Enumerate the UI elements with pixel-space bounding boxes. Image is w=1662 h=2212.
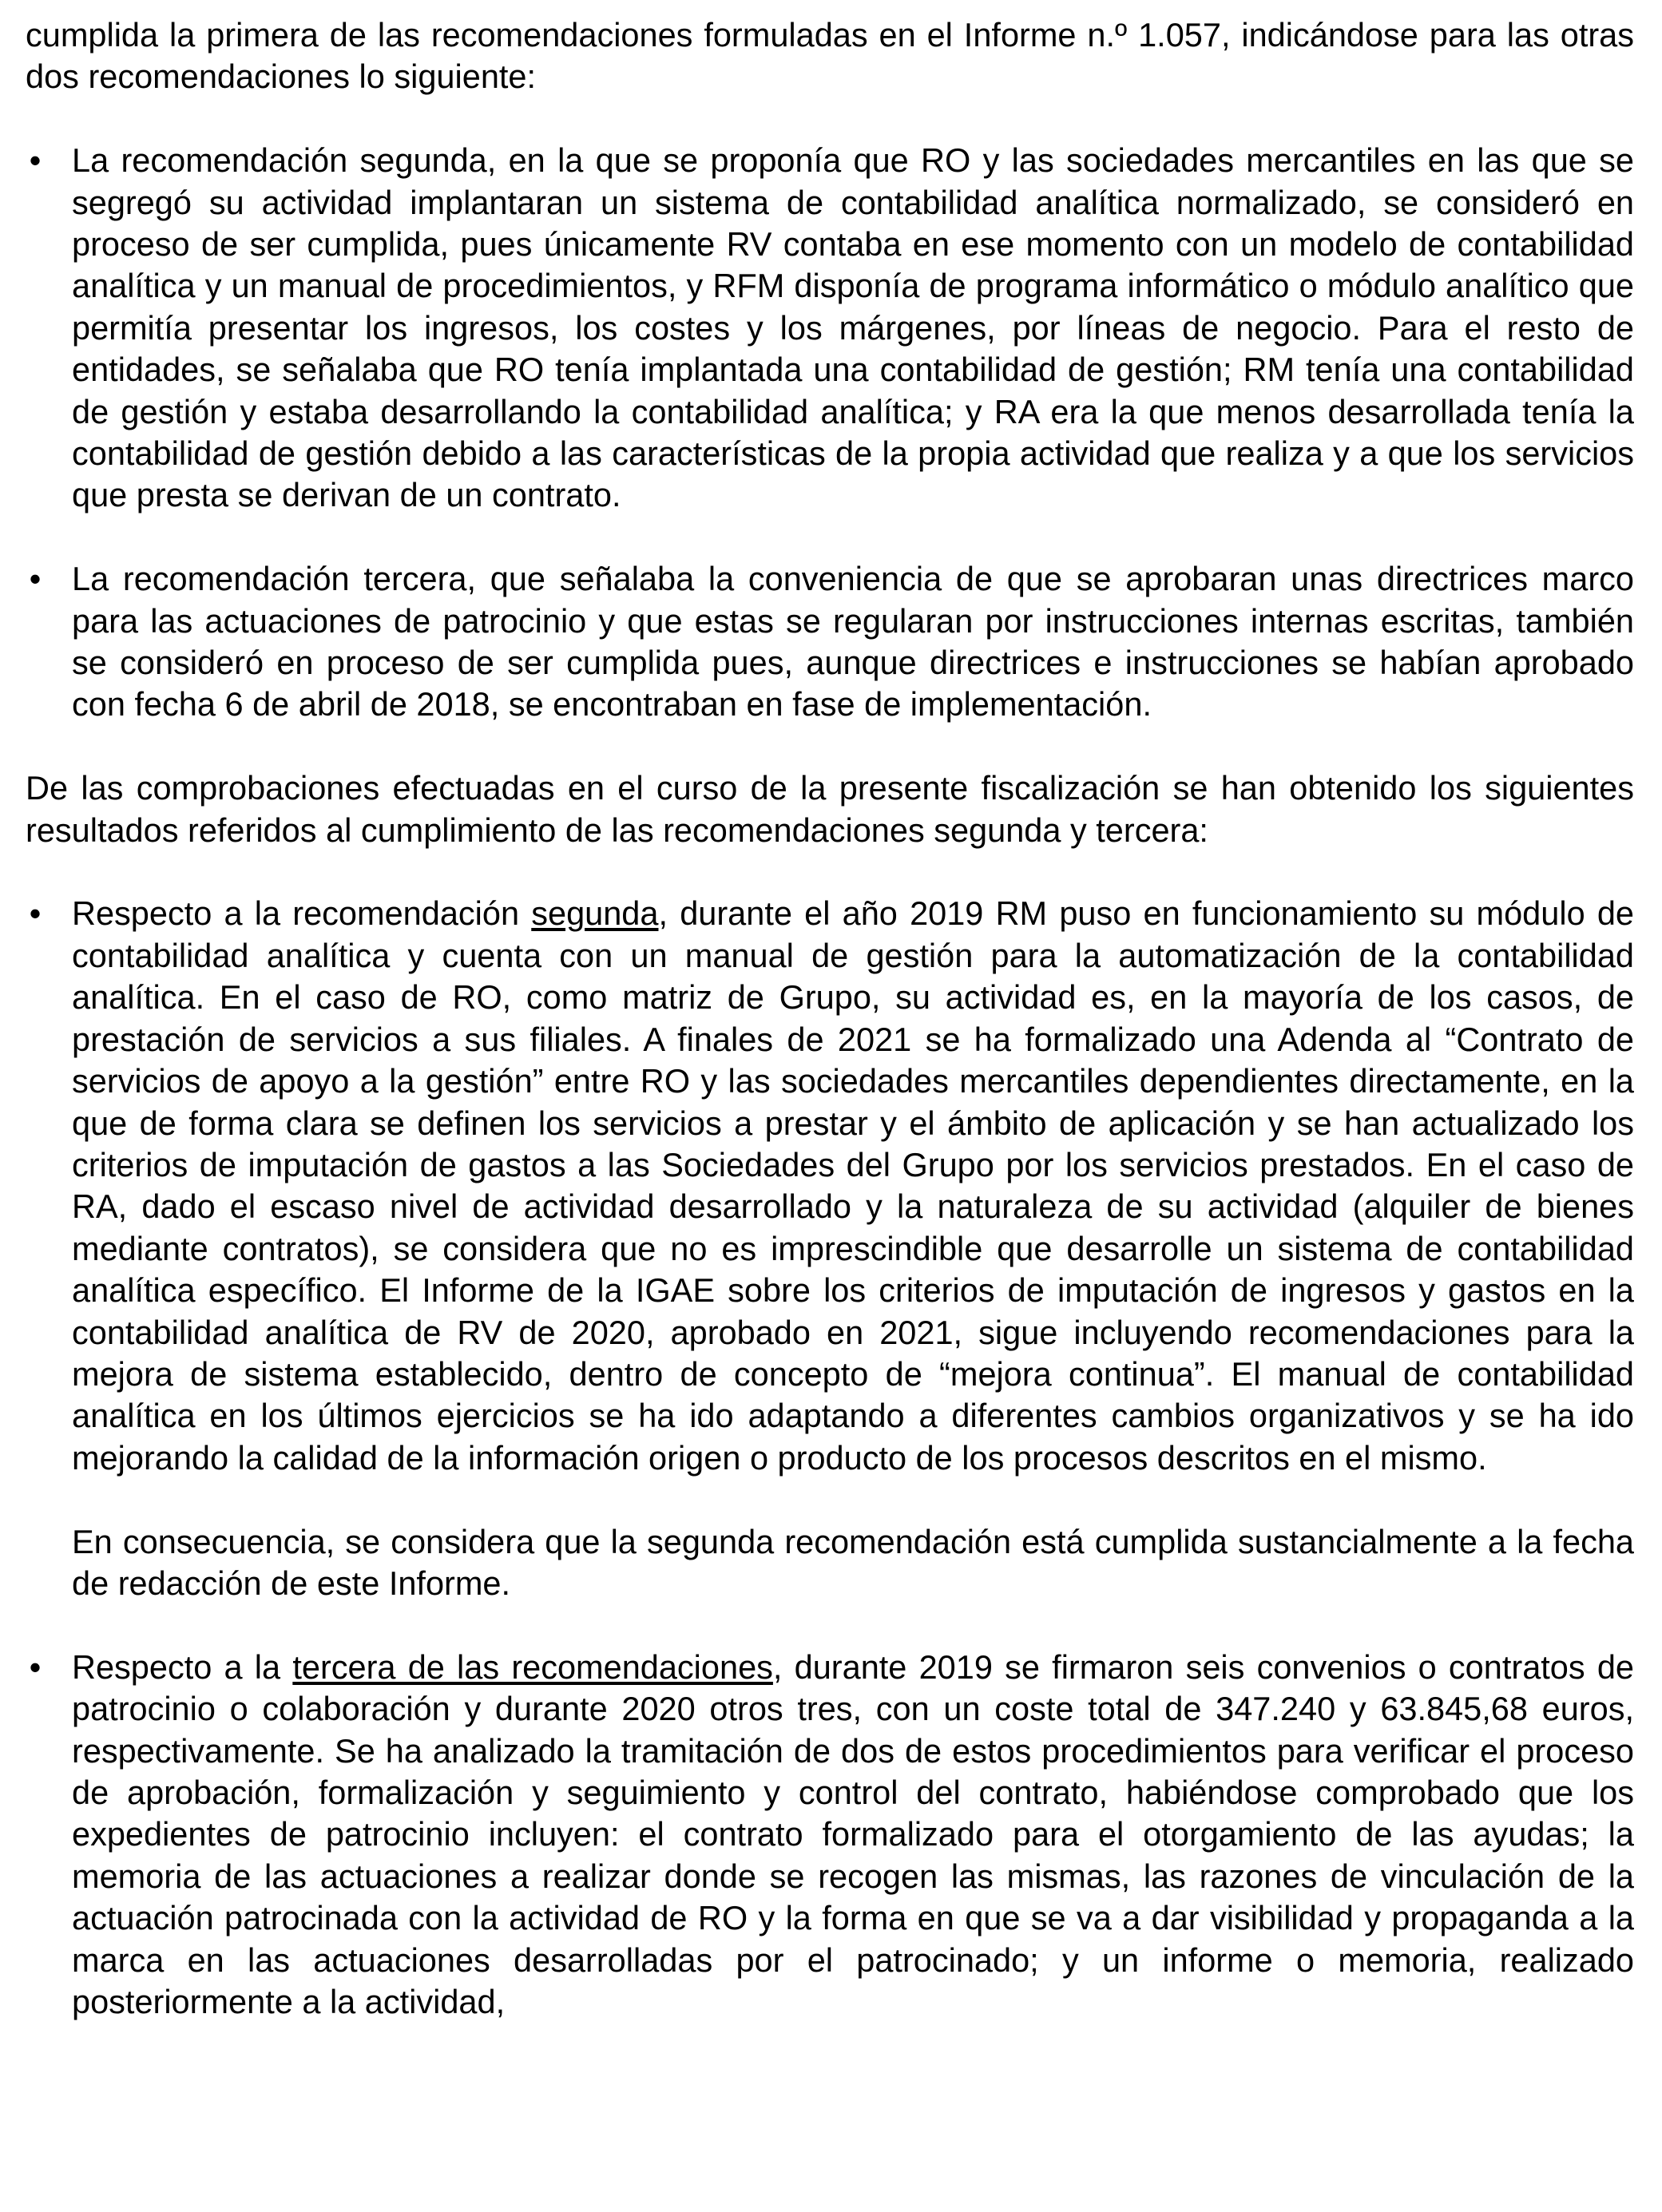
bullet-icon: •	[29, 1647, 42, 1686]
results-paragraph: De las comprobaciones efectuadas en el curso de la presente fiscalización se han obtenido los siguientes resultados referidos al cumplimiento de las recomendaciones segunda y tercera:	[26, 769, 1634, 849]
list-item-text: La recomendación tercera, que señalaba la conveniencia de que se aprobaran unas directrices marco para las actuaciones de patrocinio y que estas se regularan por instrucciones internas escritas, también se consideró en proceso de ser cumplida pues, aunque directrices e instrucciones se habían aprobado con fecha 6 de abril de 2018, se encontraban en fase de implementación.	[72, 560, 1634, 723]
list-item-text: Respecto a la recomendación	[72, 894, 532, 933]
intro-paragraph: cumplida la primera de las recomendaciones formuladas en el Informe n.º 1.057, indicándose para las otras dos recomendaciones lo siguiente:	[26, 16, 1634, 96]
consequence-paragraph: En consecuencia, se considera que la segunda recomendación está cumplida sustancialmente a la fecha de redacción de este Informe.	[72, 1522, 1634, 1602]
bullet-icon: •	[29, 560, 42, 598]
bullet-icon: •	[29, 894, 42, 933]
underlined-term: segunda	[531, 894, 659, 933]
list-item	[29, 893, 1634, 1479]
list-item-text: La recomendación segunda, en la que se proponía que RO y las sociedades mercantiles en las que se segregó su actividad implantaran un sistema de contabilidad analítica normalizado, se consideró en proceso de ser cumplida, pues únicamente RV contaba en ese momento con un modelo de contabilidad analítica y un manual de procedimientos, y RFM disponía de programa informático o módulo analítico que permitía presentar los ingresos, los costes y los márgenes, por líneas de negocio. Para el resto de entidades, se señalaba que RO tenía implantada una contabilidad de gestión; RM tenía una contabilidad de gestión y estaba desarrollando la contabilidad analítica; y RA era la que menos desarrollada tenía la contabilidad de gestión debido a las características de la propia actividad que realiza y a que los servicios que presta se derivan de un contrato.	[72, 141, 1634, 514]
document-page	[26, 14, 1634, 2023]
list-item-text: , durante 2019 se firmaron seis convenios o contratos de patrocinio o colaboración y durante 2020 otros tres, con un coste total de 347.240 y 63.845,68 euros, respectivamente. Se ha analizado la tramitación de dos de estos procedimientos para verificar el proceso de aprobación, formalización y seguimiento y control del contrato, habiéndose comprobado que los expedientes de patrocinio incluyen: el contrato formalizado para el otorgamiento de las ayudas; la memoria de las actuaciones a realizar donde se recogen las mismas, las razones de vinculación de la actuación patrocinada con la actividad de RO y la forma en que se va a dar visibilidad y propaganda a la marca en las actuaciones desarrolladas por el patrocinado; y un informe o memoria, realizado posteriormente a la actividad,	[72, 1647, 1634, 2020]
list-item-text: Respecto a la	[72, 1647, 293, 1686]
bullet-icon: •	[29, 141, 42, 180]
underlined-term: tercera de las recomendaciones	[292, 1647, 773, 1686]
list-item	[29, 1647, 1634, 2024]
list-item	[29, 140, 1634, 517]
list-item	[29, 558, 1634, 726]
list-item-text: , durante el año 2019 RM puso en funcionamiento su módulo de contabilidad analítica y cuenta con un manual de gestión para la automatización de la contabilidad analítica. En el caso de RO, como matriz de Grupo, su actividad es, en la mayoría de los casos, de prestación de servicios a sus filiales. A finales de 2021 se ha formalizado una Adenda al “Contrato de servicios de apoyo a la gestión” entre RO y las sociedades mercantiles dependientes directamente, en la que de forma clara se definen los servicios a prestar y el ámbito de aplicación y se han actualizado los criterios de imputación de gastos a las Sociedades del Grupo por los servicios prestados. En el caso de RA, dado el escaso nivel de actividad desarrollado y la naturaleza de su actividad (alquiler de bienes mediante contratos), se considera que no es imprescindible que desarrolle un sistema de contabilidad analítica específico. El Informe de la IGAE sobre los criterios de imputación de ingresos y gastos en la contabilidad analítica de RV de 2020, aprobado en 2021, sigue incluyendo recomendaciones para la mejora de sistema establecido, dentro de concepto de “mejora continua”. El manual de contabilidad analítica en los últimos ejercicios se ha ido adaptando a diferentes cambios organizativos y se ha ido mejorando la calidad de la información origen o producto de los procesos descritos en el mismo.	[72, 894, 1634, 1477]
